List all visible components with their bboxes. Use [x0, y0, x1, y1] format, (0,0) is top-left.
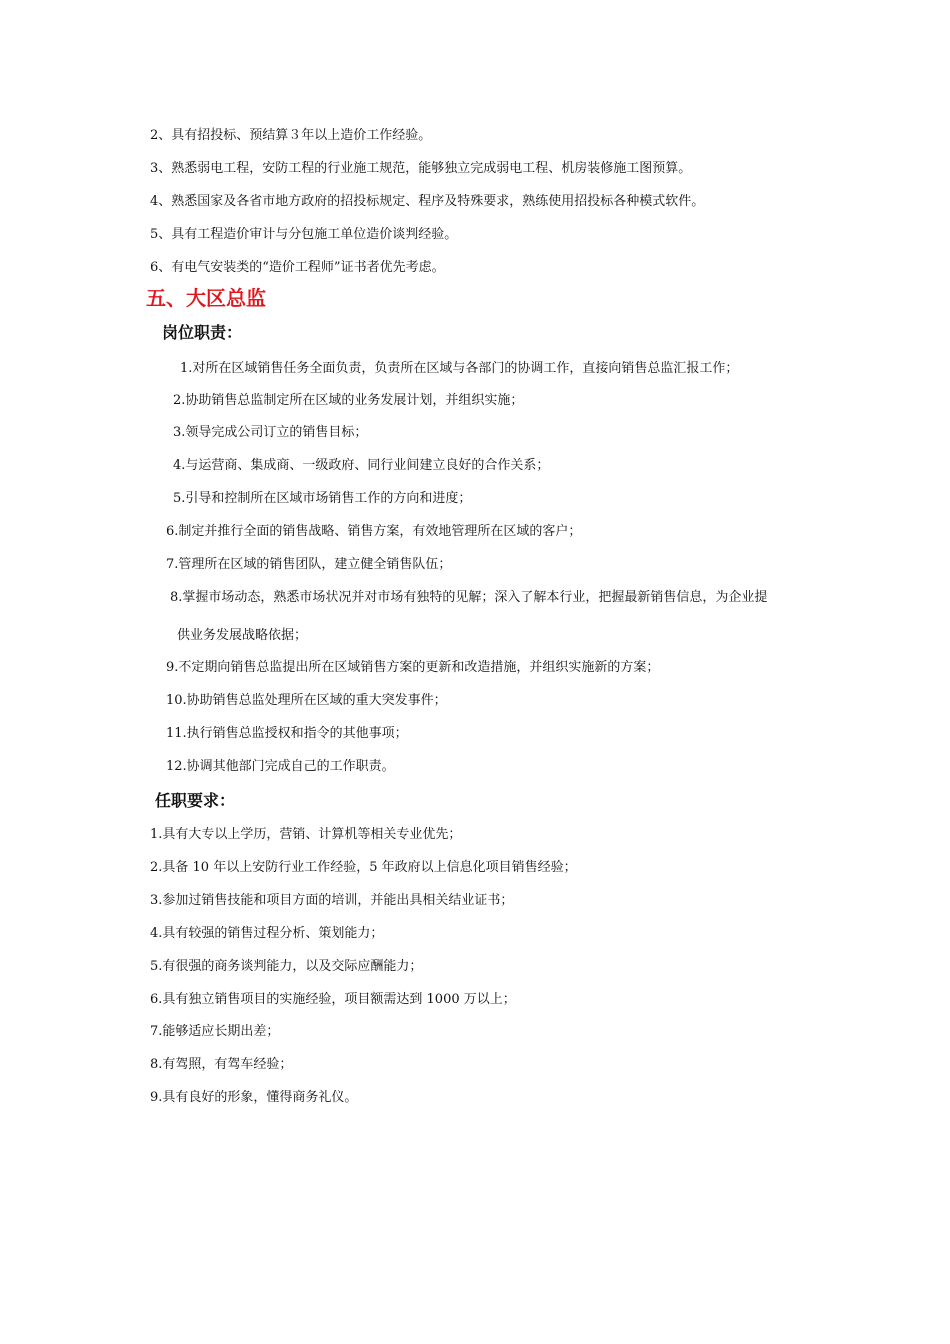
- duty-item: 11.执行销售总监授权和指令的其他事项；: [166, 726, 408, 741]
- requirement-item: 6.具有独立销售项目的实施经验，项目额需达到 1000 万以上；: [150, 992, 516, 1007]
- duty-item-continuation: 供业务发展战略依据；: [177, 628, 308, 643]
- duty-item: 4.与运营商、集成商、一级政府、同行业间建立良好的合作关系；: [173, 458, 550, 473]
- duty-item: 8.掌握市场动态，熟悉市场状况并对市场有独特的见解；深入了解本行业，把握最新销售信息，为企业提: [170, 590, 768, 605]
- duty-item: 1.对所在区域销售任务全面负责，负责所在区域与各部门的协调工作，直接向销售总监汇报工作；: [180, 361, 739, 376]
- duty-item: 2.协助销售总监制定所在区域的业务发展计划，并组织实施；: [173, 393, 524, 408]
- requirement-item: 9.具有良好的形象，懂得商务礼仪。: [150, 1090, 358, 1105]
- list-item: 5、具有工程造价审计与分包施工单位造价谈判经验。: [150, 227, 458, 242]
- duty-item: 10.协助销售总监处理所在区域的重大突发事件；: [166, 693, 447, 708]
- duty-item: 7.管理所在区域的销售团队，建立健全销售队伍；: [166, 557, 452, 572]
- requirements-heading: 任职要求：: [155, 791, 236, 810]
- requirement-item: 7.能够适应长期出差；: [150, 1024, 280, 1039]
- requirement-item: 4.具有较强的销售过程分析、策划能力；: [150, 926, 384, 941]
- requirement-item: 1.具有大专以上学历，营销、计算机等相关专业优先；: [150, 827, 462, 842]
- requirement-item: 3.参加过销售技能和项目方面的培训，并能出具相关结业证书；: [150, 893, 514, 908]
- duty-item: 3.领导完成公司订立的销售目标；: [173, 425, 368, 440]
- duty-item: 5.引导和控制所在区域市场销售工作的方向和进度；: [173, 491, 472, 506]
- list-item: 6、有电气安装类的“造价工程师”证书者优先考虑。: [150, 260, 445, 275]
- list-item: 4、熟悉国家及各省市地方政府的招投标规定、程序及特殊要求，熟练使用招投标各种模式软件。: [150, 194, 705, 209]
- requirement-item: 2.具备 10 年以上安防行业工作经验，5 年政府以上信息化项目销售经验；: [150, 860, 577, 875]
- list-item: 2、具有招投标、预结算３年以上造价工作经验。: [150, 128, 432, 143]
- list-item: 3、熟悉弱电工程，安防工程的行业施工规范，能够独立完成弱电工程、机房装修施工图预算。: [150, 161, 692, 176]
- duties-heading: 岗位职责：: [162, 323, 243, 342]
- section-title: 五、大区总监: [146, 286, 266, 310]
- requirement-item: 5.有很强的商务谈判能力，以及交际应酬能力；: [150, 959, 423, 974]
- requirement-item: 8.有驾照，有驾车经验；: [150, 1057, 293, 1072]
- duty-item: 9.不定期向销售总监提出所在区域销售方案的更新和改造措施，并组织实施新的方案；: [166, 660, 660, 675]
- duty-item: 6.制定并推行全面的销售战略、销售方案，有效地管理所在区域的客户；: [166, 524, 582, 539]
- duty-item: 12.协调其他部门完成自己的工作职责。: [166, 759, 395, 774]
